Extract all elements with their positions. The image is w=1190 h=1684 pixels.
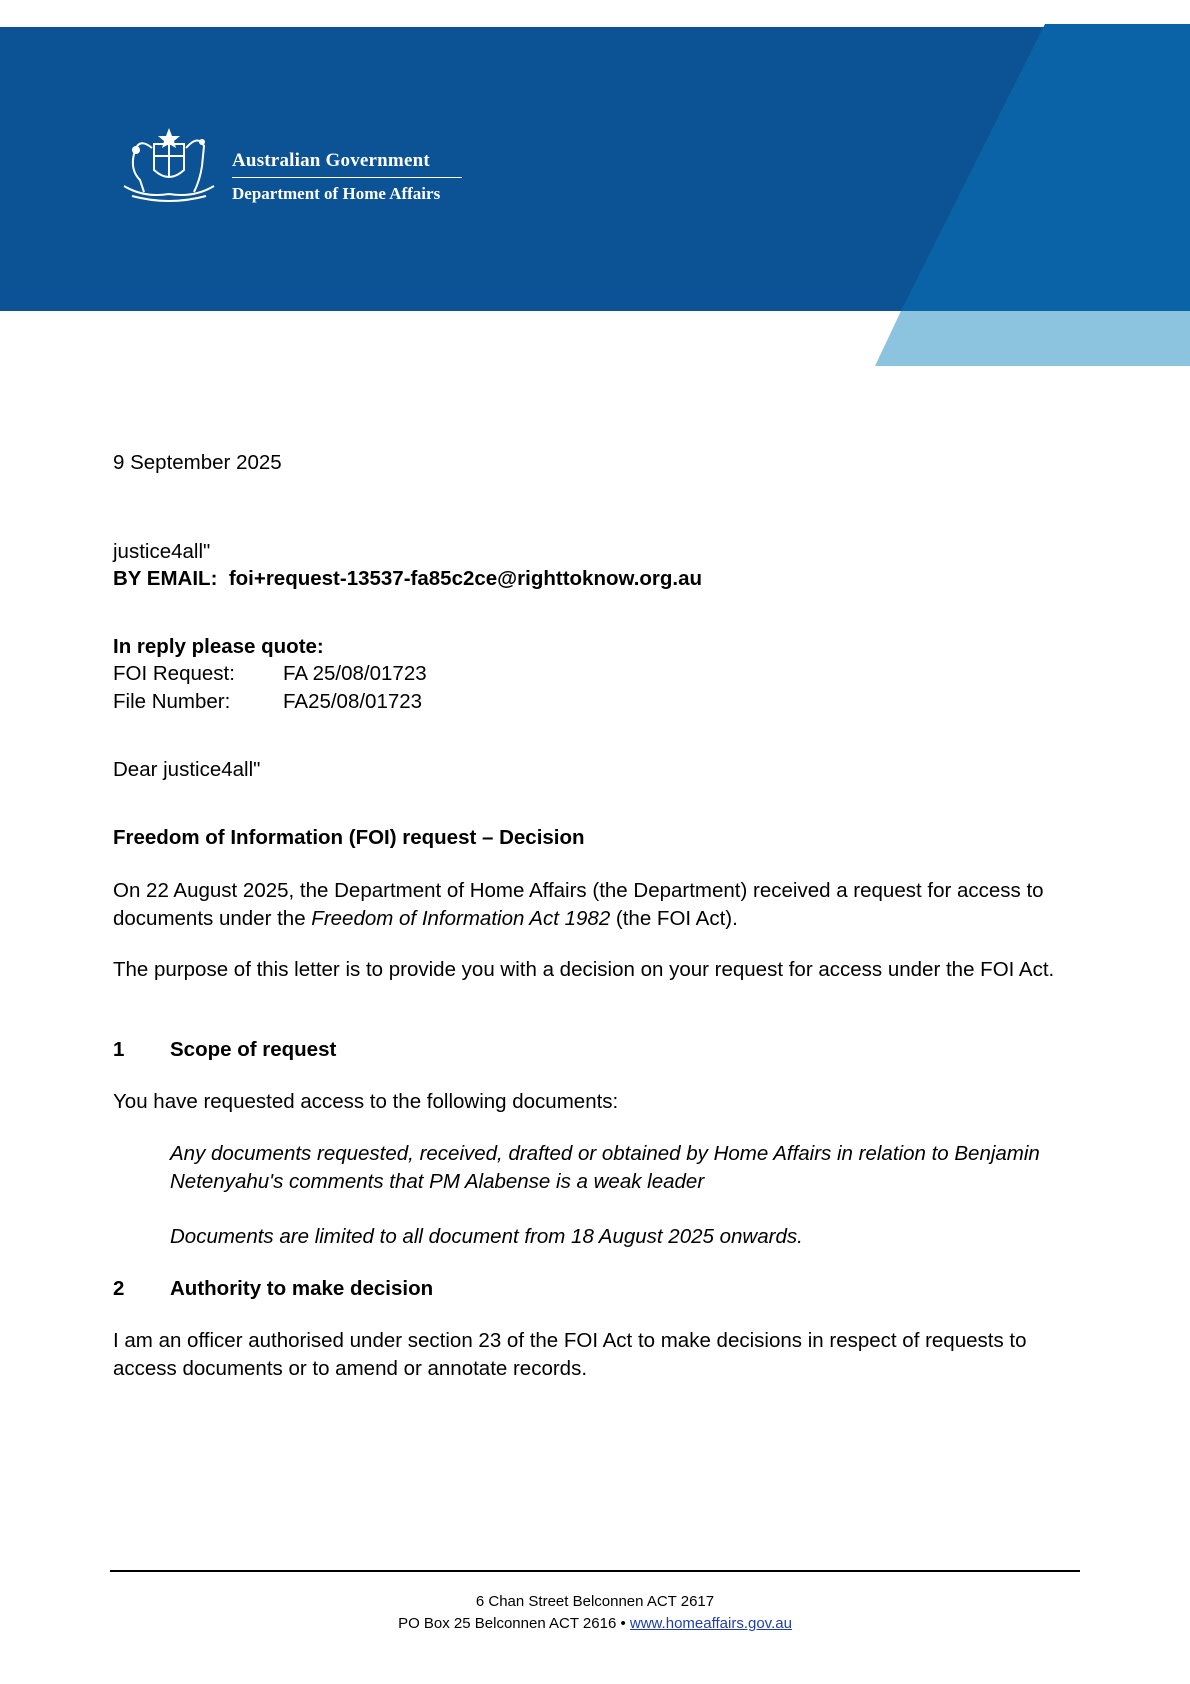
letter-subject: Freedom of Information (FOI) request – Decision	[113, 826, 585, 849]
file-number-row	[113, 688, 422, 716]
government-name: Australian Government	[232, 150, 430, 171]
section-1-heading: Scope of request	[170, 1038, 337, 1061]
department-name: Department of Home Affairs	[232, 184, 441, 203]
footer-po-box: PO Box 25 Belconnen ACT 2616	[398, 1615, 617, 1632]
reply-heading: In reply please quote:	[113, 635, 324, 658]
file-number-label: File Number:	[113, 690, 231, 713]
website-link[interactable]: www.homeaffairs.gov.au	[629, 1615, 792, 1632]
by-email-label: BY EMAIL:	[113, 567, 218, 590]
paragraph-authority: I am an officer authorised under section 23 of the FOI Act to make decisions in respect of requests to access documents or to amend or annotate records.	[113, 1329, 1027, 1380]
scope-quote-date-limit: Documents are limited to all document from 18 August 2025 onwards.	[170, 1225, 803, 1248]
scope-intro: You have requested access to the following documents:	[113, 1090, 619, 1113]
government-logo	[114, 126, 474, 216]
paragraph-request-received	[113, 877, 1083, 933]
footer-separator: •	[620, 1615, 626, 1632]
coat-of-arms-icon	[114, 126, 224, 208]
footer-divider	[110, 1570, 1080, 1572]
footer-street-address: 6 Chan Street Belconnen ACT 2617	[475, 1593, 715, 1610]
act-title: Freedom of Information Act 1982	[311, 907, 611, 930]
footer-postal-line	[0, 1614, 1190, 1634]
email-line	[113, 565, 702, 593]
foi-request-row	[113, 660, 427, 688]
file-number-value: FA25/08/01723	[283, 690, 423, 713]
recipient-email: foi+request-13537-fa85c2ce@righttoknow.org.au	[228, 567, 703, 590]
paragraph-purpose: The purpose of this letter is to provide you with a decision on your request for access under the FOI Act.	[113, 958, 1055, 981]
foi-request-value: FA 25/08/01723	[283, 662, 427, 685]
recipient-name: justice4all"	[113, 540, 211, 563]
banner-light-strip	[875, 311, 1190, 366]
section-1-number: 1	[113, 1038, 125, 1061]
para1-text-end: (the FOI Act).	[610, 907, 738, 930]
scope-quote-documents: Any documents requested, received, drafted or obtained by Home Affairs in relation to Benjamin Netenyahu's comments that PM Alabense is a weak leader	[170, 1142, 1040, 1193]
logo-divider	[232, 177, 462, 178]
letter-date: 9 September 2025	[113, 451, 282, 474]
para1-text-start: On 22 August 2025, the Department of Home Affairs (the Department) received a request for access to documents under the	[113, 879, 1044, 930]
section-2-number: 2	[113, 1277, 125, 1300]
section-2-heading: Authority to make decision	[170, 1277, 434, 1300]
foi-request-label: FOI Request:	[113, 662, 235, 685]
salutation: Dear justice4all"	[113, 758, 261, 781]
